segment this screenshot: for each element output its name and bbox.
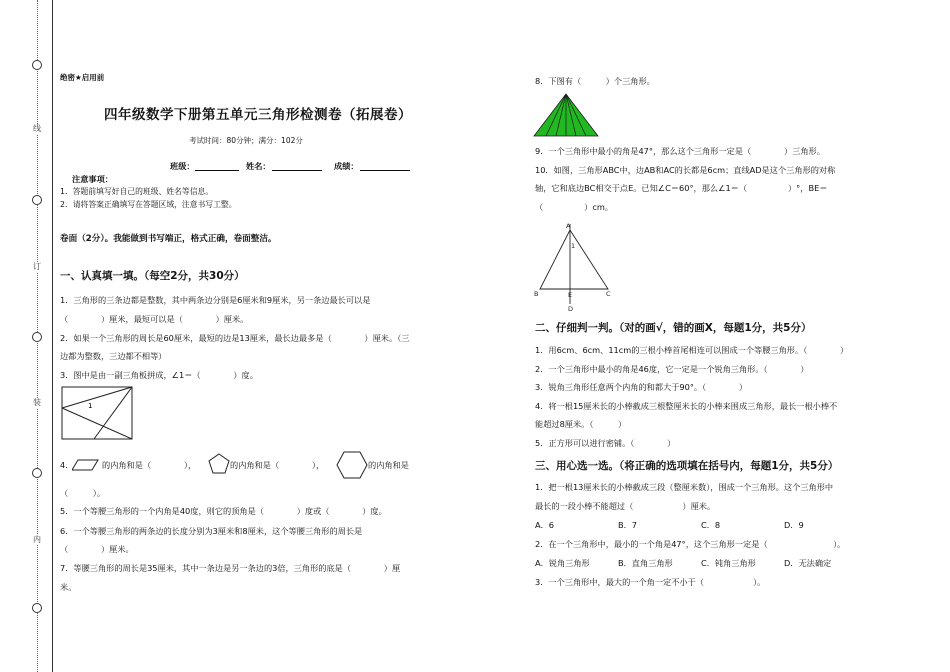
s1-q7-line2: 米。 xyxy=(60,582,77,592)
r-q10-line1: 10．如图，三角形ABC中，边AB和AC的长都是6cm；直线AD是这个三角形的对称 xyxy=(535,165,836,175)
s3-q2-option-a: A．锐角三角形 xyxy=(535,558,590,568)
s3-q2-option-d: D．无法确定 xyxy=(784,558,832,568)
s3-q3: 3．一个三角形中，最大的一个角一定不小于（ ）。 xyxy=(535,577,766,587)
r-q10-line3: （ ）cm。 xyxy=(535,202,613,212)
s1-q2-line2: 边都为整数，三边都不相等） xyxy=(60,351,167,361)
s2-item-4-line1: 4．将一根15厘米长的小棒截成三根整厘米长的小棒来围成三角形，最长一根小棒不 xyxy=(535,401,838,411)
r-q8: 8．下图有（ ）个三角形。 xyxy=(535,76,655,86)
score-field-label: 成绩： xyxy=(334,161,359,171)
s2-item-4-line2: 能超过8厘米。（ ） xyxy=(535,419,627,429)
score-field[interactable] xyxy=(360,161,410,173)
s1-q7-line1: 7．等腰三角形的周长是35厘米，其中一条边是另一条边的3倍，三角形的底是（ ）厘 xyxy=(60,563,401,573)
s3-q1-option-d: D．9 xyxy=(784,520,804,530)
angle-1-label: 1 xyxy=(571,242,576,250)
name-field-label: 姓名： xyxy=(246,161,271,171)
s1-q1-line2: （ ）厘米，最短可以是（ ）厘米。 xyxy=(60,314,249,324)
pentagon-icon xyxy=(208,453,230,475)
s3-q2-option-b: B．直角三角形 xyxy=(618,558,673,568)
note-1: 1．答题前填写好自己的班级、姓名等信息。 xyxy=(60,187,214,196)
s1-q6-line2: （ ）厘米。 xyxy=(60,544,134,554)
parallelogram-icon xyxy=(72,458,100,472)
binding-char: 订 xyxy=(33,262,41,271)
notes-title: 注意事项： xyxy=(72,174,113,184)
s1-q1-line1: 1．三角形的三条边都是整数，其中两条边分别是6厘米和9厘米，另一条边最长可以是 xyxy=(60,295,371,305)
s2-item-3: 3．锐角三角形任意两个内角的和都大于90°。（ ） xyxy=(535,382,748,392)
s3-q1-option-a: A．6 xyxy=(535,520,554,530)
s3-q1-line2: 最长的一段小棒不能超过（ ）厘米。 xyxy=(535,501,716,511)
section2-heading: 二、仔细判一判。（对的画√，错的画X，每题1分，共5分） xyxy=(535,322,812,334)
s1-q6-line1: 6．一个等腰三角形的两条边的长度分别为3厘米和8厘米，这个等腰三角形的周长是 xyxy=(60,526,363,536)
point-d-label: D xyxy=(568,305,574,312)
s1-q4-part3: 的内角和是 xyxy=(368,460,409,470)
green-triangle-figure xyxy=(532,92,600,138)
binding-char: 装 xyxy=(33,398,41,407)
vertex-a-label: A xyxy=(566,222,571,230)
name-field[interactable] xyxy=(272,161,322,173)
triangle-abc-figure xyxy=(532,222,616,312)
binding-margin xyxy=(0,0,44,672)
s1-q4-part1: 的内角和是（ ）， xyxy=(102,460,197,470)
s1-q5: 5．一个等腰三角形的一个内角是40度，则它的顶角是（ ）度或（ ）度。 xyxy=(60,506,387,516)
s3-q1-option-c: C．8 xyxy=(701,520,721,530)
page-title: 四年级数学下册第五单元三角形检测卷（拓展卷） xyxy=(104,107,412,123)
binding-hole xyxy=(32,332,42,342)
s2-item-2: 2．一个三角形中最小的角是46度，它一定是一个锐角三角形。（ ） xyxy=(535,364,809,374)
binding-hole xyxy=(32,468,42,478)
binding-hole xyxy=(32,60,42,70)
s3-q2: 2．在一个三角形中，最小的一个角是47°，这个三角形一定是（ ）。 xyxy=(535,539,846,549)
binding-char: 线 xyxy=(33,124,41,133)
class-field-label: 班级： xyxy=(170,161,195,171)
s1-q4-number: 4． xyxy=(60,460,74,470)
s3-q1-option-b: B．7 xyxy=(618,520,638,530)
s1-q3: 3．图中是由一副三角板拼成，∠1＝（ ）度。 xyxy=(60,370,258,380)
neatness-note: 卷面（2分）。我能做到书写端正，格式正确，卷面整洁。 xyxy=(60,234,277,244)
page-border xyxy=(52,0,53,672)
s2-item-1: 1．用6cm、6cm、11cm的三根小棒首尾相连可以围成一个等腰三角形。（ ） xyxy=(535,345,849,355)
s3-q1-line1: 1．把一根13厘米长的小棒截成三段（整厘米数），围成一个三角形。这个三角形中 xyxy=(535,482,834,492)
s1-q4-end: （ ）。 xyxy=(60,488,106,498)
class-field[interactable] xyxy=(195,161,239,173)
point-e-label: E xyxy=(568,291,573,299)
exam-info: 考试时间：80分钟；满分：102分 xyxy=(189,136,303,145)
section1-heading: 一、认真填一填。（每空2分，共30分） xyxy=(60,270,245,282)
confidential-mark: 绝密★启用前 xyxy=(60,73,105,82)
binding-hole xyxy=(32,603,42,613)
s3-q2-option-c: C．钝角三角形 xyxy=(701,558,756,568)
vertex-c-label: C xyxy=(606,290,611,298)
s1-q4-part2: 的内角和是（ ）， xyxy=(230,460,325,470)
binding-char: 内 xyxy=(33,535,41,544)
r-q9: 9．一个三角形中最小的角是47°，那么这个三角形一定是（ ）三角形。 xyxy=(535,146,825,156)
s1-q2-line1: 2．如果一个三角形的周长是60厘米，最短的边是13厘米，最长边最多是（ ）厘米。（三 xyxy=(60,333,410,343)
angle-1-label: 1 xyxy=(88,402,93,410)
vertex-b-label: B xyxy=(534,290,539,298)
triangle-ruler-figure xyxy=(60,386,134,442)
note-2: 2．请将答案正确填写在答题区域，注意书写工整。 xyxy=(60,200,237,209)
s2-item-5: 5．正方形可以进行密铺。（ ） xyxy=(535,438,676,448)
section3-heading: 三、用心选一选。（将正确的选项填在括号内，每题1分，共5分） xyxy=(535,460,839,472)
binding-hole xyxy=(32,195,42,205)
r-q10-line2: 轴，它和底边BC相交于点E。已知∠C＝60°，那么∠1＝（ ）°，BE＝ xyxy=(535,183,828,193)
hexagon-icon xyxy=(336,451,368,479)
